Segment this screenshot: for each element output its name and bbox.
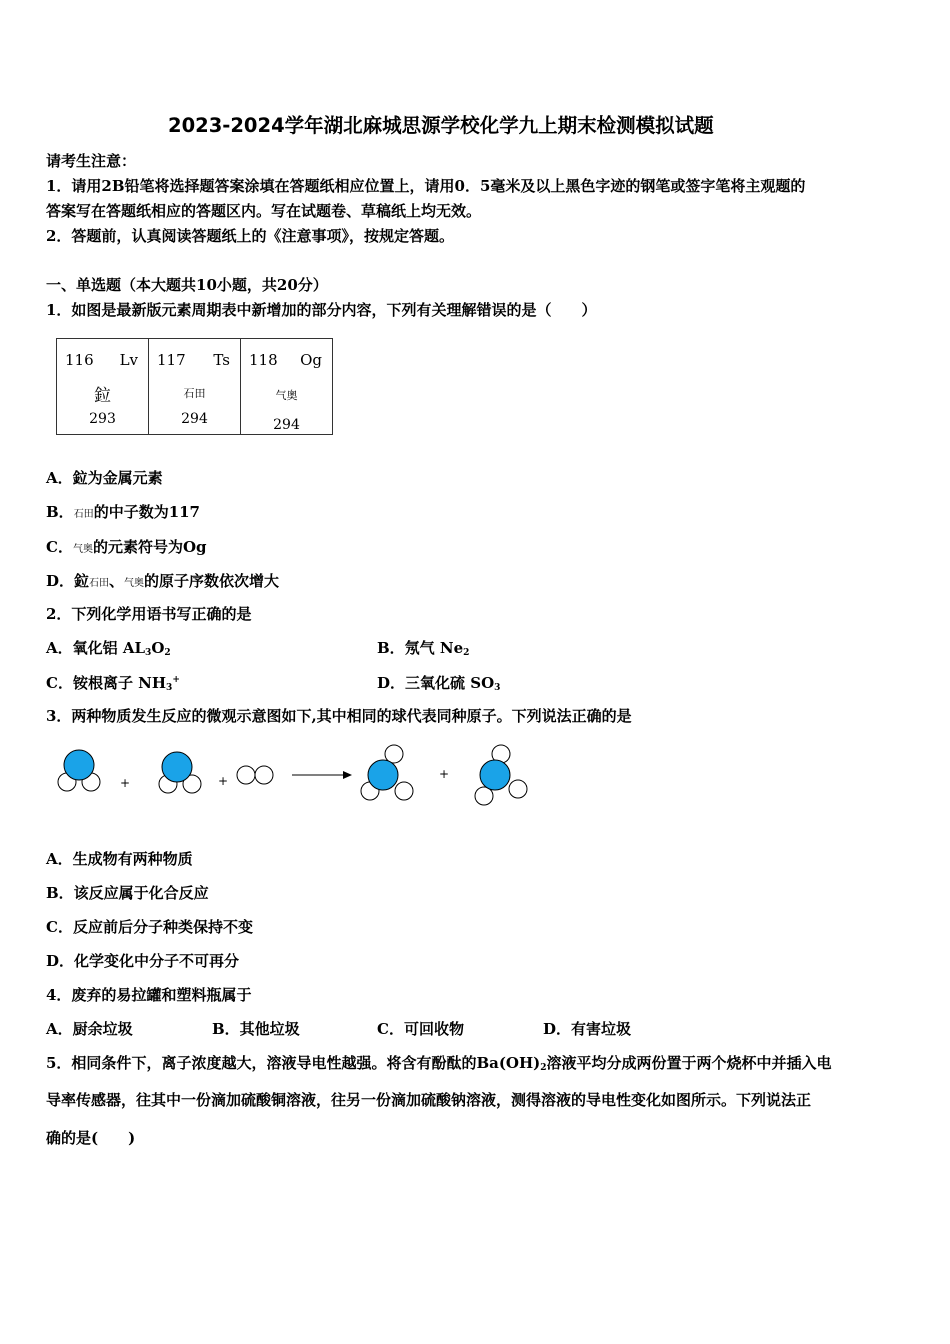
subscript: 2 bbox=[463, 648, 470, 658]
element-number: 118 bbox=[249, 351, 278, 369]
option-text: O bbox=[151, 639, 165, 657]
q4-option-a: A．厨余垃圾 bbox=[46, 1020, 133, 1038]
element-mass: 293 bbox=[89, 411, 116, 427]
q3-option-a: A．生成物有两种物质 bbox=[46, 850, 193, 868]
subscript: 3 bbox=[166, 683, 173, 693]
q3-option-b: B．该反应属于化合反应 bbox=[46, 884, 209, 902]
q2-option-b bbox=[377, 641, 469, 658]
small-atom bbox=[395, 782, 413, 800]
separator: 、 bbox=[109, 572, 125, 590]
small-atom bbox=[183, 775, 201, 793]
q2-option-c bbox=[46, 676, 180, 693]
option-text: 的元素符号为Og bbox=[92, 538, 207, 556]
q3-stem: 3．两种物质发生反应的微观示意图如下,其中相同的球代表同种原子。下列说法正确的是 bbox=[46, 707, 632, 725]
q1-option-b bbox=[46, 505, 200, 520]
option-text: D．三氧化硫 SO bbox=[377, 674, 495, 692]
option-text: 的原子序数依次增大 bbox=[144, 572, 280, 590]
large-atom bbox=[162, 752, 192, 782]
q4-stem: 4．废弃的易拉罐和塑料瓶属于 bbox=[46, 986, 252, 1004]
element-name: 石田 bbox=[183, 387, 206, 400]
large-atom bbox=[64, 750, 94, 780]
large-atom bbox=[368, 760, 398, 790]
q4-option-d: D．有害垃圾 bbox=[543, 1020, 632, 1038]
small-atom bbox=[255, 766, 273, 784]
small-atom bbox=[361, 782, 379, 800]
q5-text: 5．相同条件下，离子浓度越大，溶液导电性越强。将含有酚酞的Ba(OH) bbox=[46, 1054, 541, 1072]
element-number: 117 bbox=[157, 351, 186, 369]
plus-sign: + bbox=[120, 776, 131, 790]
q5-line-1 bbox=[46, 1056, 832, 1073]
option-text: B．氖气 Ne bbox=[377, 639, 464, 657]
q5-text: 溶液平均分成两份置于两个烧杯中并插入电 bbox=[546, 1054, 832, 1072]
notice-line-1: 1．请用2B铅笔将选择题答案涂填在答题纸相应位置上，请用0．5毫米及以上黑色字迹的钢笔或签字笔将主观题的 bbox=[46, 177, 806, 195]
small-atom bbox=[58, 773, 76, 791]
element-mass: 294 bbox=[273, 417, 300, 433]
page-title: 2023-2024学年湖北麻城思源学校化学九上期末检测模拟试题 bbox=[168, 114, 714, 137]
element-symbol: Og bbox=[300, 351, 322, 369]
element-cell-117 bbox=[149, 339, 241, 435]
small-atom bbox=[509, 780, 527, 798]
element-char: 石田 bbox=[89, 578, 110, 589]
superscript: + bbox=[172, 675, 180, 685]
q3-option-c: C．反应前后分子种类保持不变 bbox=[46, 918, 253, 936]
periodic-table-excerpt bbox=[56, 338, 333, 435]
q5-line-3: 确的是( ) bbox=[46, 1129, 136, 1147]
subscript: 3 bbox=[494, 683, 501, 693]
q4-option-c: C．可回收物 bbox=[377, 1020, 464, 1038]
small-atom bbox=[385, 745, 403, 763]
element-number: 116 bbox=[65, 351, 94, 369]
section-heading: 一、单选题（本大题共10小题，共20分） bbox=[46, 276, 328, 294]
q5-line-2: 导率传感器，往其中一份滴加硫酸铜溶液，往另一份滴加硫酸钠溶液，测得溶液的导电性变化如图所示。下列说法正 bbox=[46, 1091, 812, 1109]
subscript: 2 bbox=[164, 648, 171, 658]
option-label: D．鉝 bbox=[46, 572, 90, 590]
element-char: 气奥 bbox=[72, 544, 93, 555]
element-name: 气奥 bbox=[275, 389, 298, 402]
option-label: C． bbox=[46, 538, 73, 556]
small-atom bbox=[492, 745, 510, 763]
option-text: 的中子数为117 bbox=[93, 503, 200, 521]
small-atom bbox=[82, 773, 100, 791]
small-atom bbox=[159, 775, 177, 793]
element-symbol: Lv bbox=[119, 351, 138, 369]
q2-option-a bbox=[46, 641, 171, 658]
reaction-arrow-head bbox=[343, 771, 352, 779]
element-mass: 294 bbox=[181, 411, 208, 427]
element-char: 石田 bbox=[73, 509, 94, 520]
plus-sign: + bbox=[439, 767, 450, 781]
notice-line-3: 2．答题前，认真阅读答题纸上的《注意事项》，按规定答题。 bbox=[46, 227, 454, 245]
q1-option-d bbox=[46, 574, 279, 589]
element-char: 气奥 bbox=[124, 578, 145, 589]
subscript: 3 bbox=[145, 648, 152, 658]
element-cell-118 bbox=[241, 339, 333, 435]
q3-option-d: D．化学变化中分子不可再分 bbox=[46, 952, 240, 970]
q2-stem: 2．下列化学用语书写正确的是 bbox=[46, 605, 252, 623]
q1-stem: 1．如图是最新版元素周期表中新增加的部分内容，下列有关理解错误的是（ ） bbox=[46, 301, 597, 319]
q1-option-a: A．鉝为金属元素 bbox=[46, 469, 163, 487]
subscript: 2 bbox=[540, 1063, 547, 1073]
option-label: B． bbox=[46, 503, 74, 521]
element-name: 鉝 bbox=[94, 386, 111, 406]
plus-sign: + bbox=[218, 774, 229, 788]
large-atom bbox=[480, 760, 510, 790]
q2-option-d bbox=[377, 676, 500, 693]
q4-option-b: B．其他垃圾 bbox=[212, 1020, 300, 1038]
option-text: C．铵根离子 NH bbox=[46, 674, 167, 692]
small-atom bbox=[475, 787, 493, 805]
element-cell-116 bbox=[57, 339, 149, 435]
q1-option-c bbox=[46, 540, 207, 555]
option-text: A．氧化铝 AL bbox=[46, 639, 146, 657]
small-atom bbox=[237, 766, 255, 784]
element-symbol: Ts bbox=[213, 351, 230, 369]
notice-line-2: 答案写在答题纸相应的答题区内。写在试题卷、草稿纸上均无效。 bbox=[46, 202, 482, 220]
notice-heading: 请考生注意： bbox=[46, 152, 137, 170]
